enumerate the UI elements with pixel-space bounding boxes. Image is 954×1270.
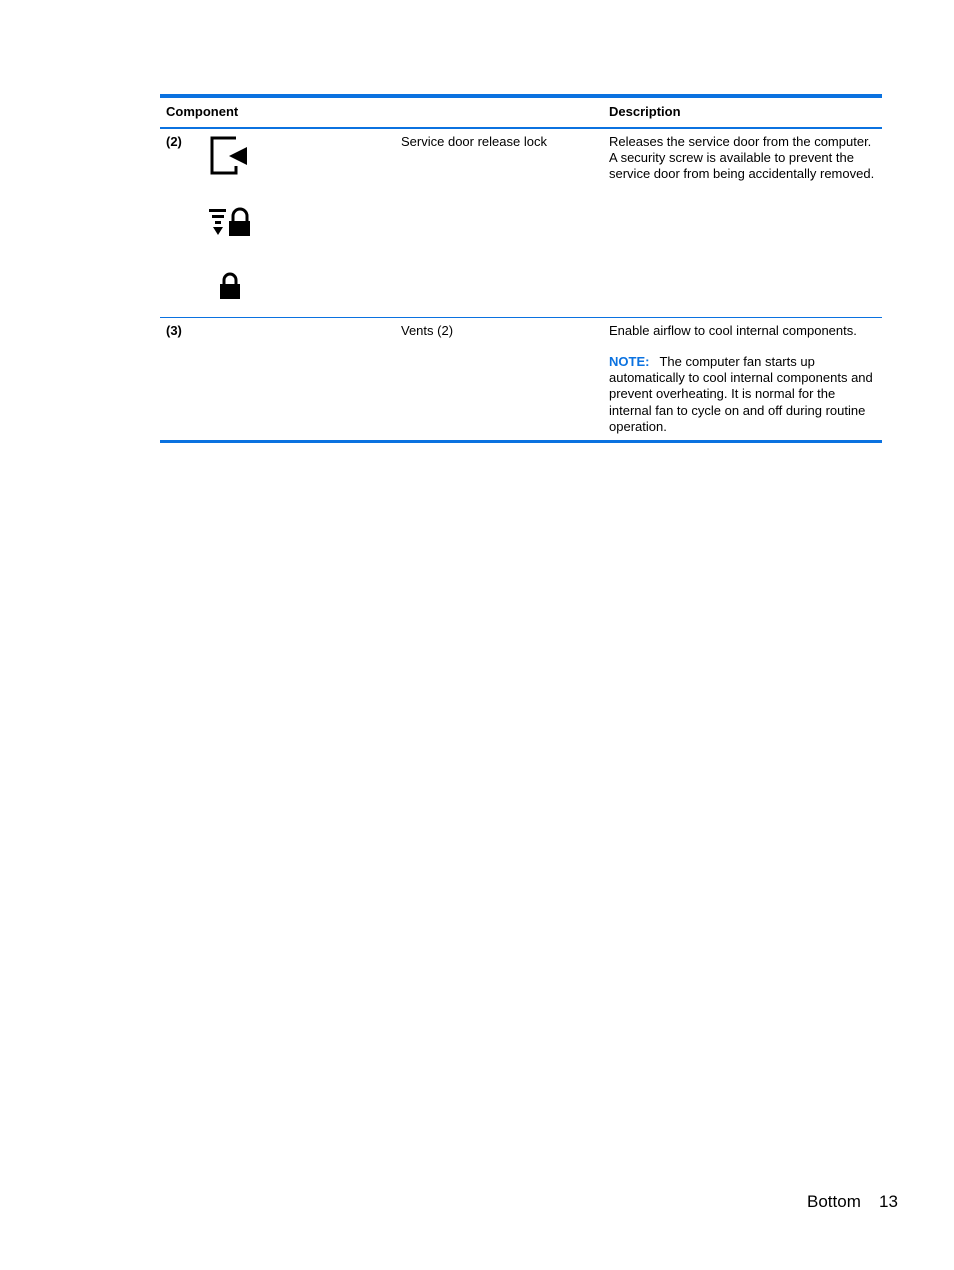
note-label: NOTE:: [609, 354, 650, 369]
header-component: Component: [166, 104, 239, 119]
row-number: (2): [166, 134, 182, 149]
component-description: Releases the service door from the computer. A security screw is available to prevent the service door from being accidentally removed.: [609, 134, 875, 182]
component-name: Vents (2): [401, 323, 454, 338]
footer-section-title: Bottom: [807, 1192, 861, 1211]
note-text: The computer fan starts up automatically to cool internal components and prevent overheating. It is normal for the internal fan to cycle on and off during routine operation.: [609, 354, 873, 434]
component-description: Enable airflow to cool internal components.: [609, 323, 857, 338]
security-screw-lock-icon: [208, 207, 250, 237]
footer-page-number: 13: [879, 1192, 898, 1211]
table-top-rule: [160, 94, 882, 98]
row-divider: [160, 317, 882, 318]
table-header-rule: [160, 127, 882, 129]
lock-icon: [219, 272, 241, 300]
header-description: Description: [609, 104, 681, 119]
row-number: (3): [166, 323, 182, 338]
note-block: [609, 354, 879, 435]
table-bottom-rule: [160, 440, 882, 443]
service-door-release-icon: [209, 136, 249, 176]
component-name: Service door release lock: [401, 134, 547, 149]
